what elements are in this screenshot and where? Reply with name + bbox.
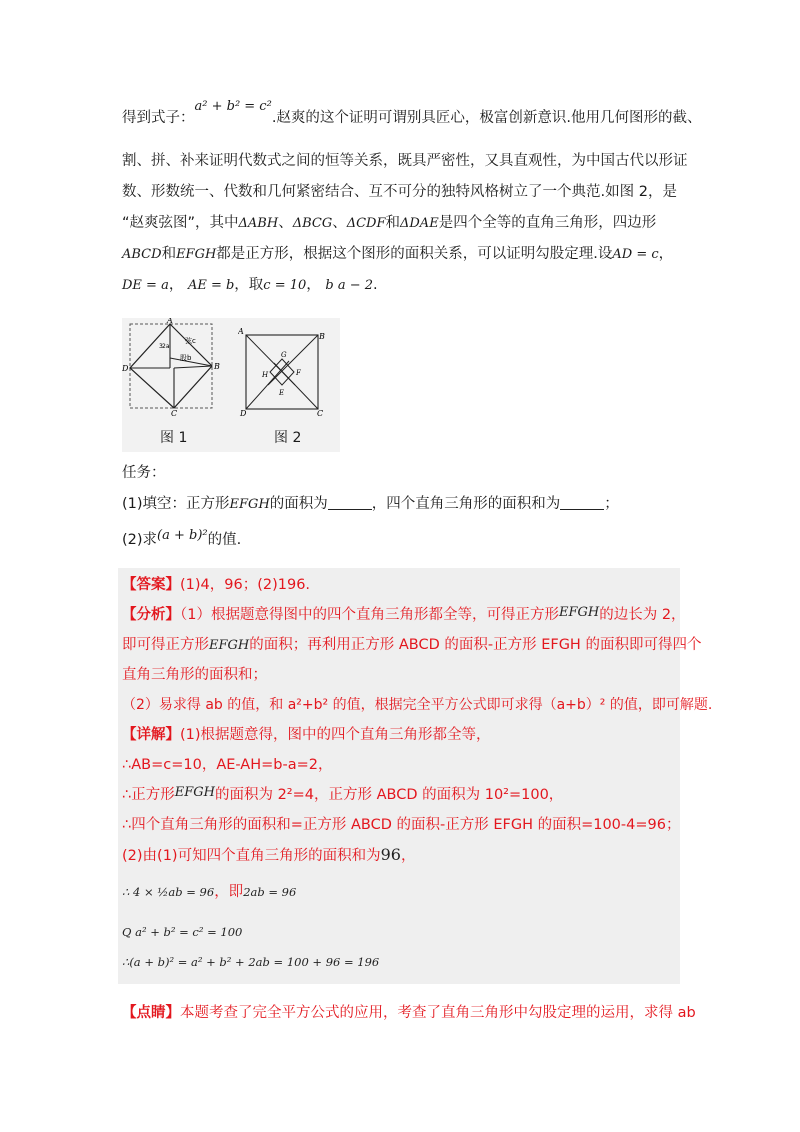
text: 即可得正方形 (122, 637, 209, 653)
label-leg-a: 2a (162, 343, 170, 350)
text: 是四个全等的直角三角形，四边形 (438, 215, 657, 231)
text: 和 (385, 215, 400, 231)
answer-tag: 【答案】 (122, 577, 180, 593)
detail-tag: 【详解】 (122, 727, 180, 743)
text: ， (400, 848, 416, 864)
label-d: D (240, 409, 247, 417)
equation-line-3 (122, 952, 379, 972)
formula: (a + b)² (157, 528, 208, 543)
formula: ∴ 4 × ½ab = 96 (122, 885, 215, 899)
figure-2-caption: 图 2 (274, 430, 302, 446)
text: .赵爽的这个证明可谓别具匠心，极富创新意识.他用几何图形的截、 (271, 110, 702, 126)
triangle-cdf: ΔCDF (346, 216, 386, 231)
formula: 2ab = 96 (243, 885, 297, 899)
text: ， (168, 277, 184, 293)
text: 得到式子： (122, 110, 195, 126)
text: ∴正方形 (122, 787, 175, 803)
text: ， (306, 277, 321, 293)
formula: c = 10 (263, 278, 307, 293)
label-b: B (214, 362, 220, 371)
formula: a² + b² = c² (194, 99, 272, 114)
square-efgh: EFGH (174, 785, 215, 800)
text: 的边长为 2， (599, 607, 686, 623)
label-d: D (122, 364, 129, 373)
figure-1-caption: 图 1 (160, 430, 188, 446)
label-hyp: 弦c (185, 337, 196, 345)
task-title: 任务： (122, 465, 166, 481)
analysis-tag: 【分析】 (122, 607, 180, 623)
text: ，即 (214, 884, 244, 900)
text: 的面积为 2²=4，正方形 ABCD 的面积为 10²=100， (214, 787, 564, 803)
label-h: H (262, 371, 269, 379)
text: 和 (161, 246, 177, 262)
detail-line-1 (122, 725, 491, 745)
text: 本题考查了完全平方公式的应用，考查了直角三角形中勾股定理的运用，求得 ab (180, 1005, 696, 1021)
label-c: C (171, 409, 178, 418)
text: 的面积为 (269, 496, 328, 512)
label-e: E (279, 389, 285, 397)
formula: AD = c (612, 247, 659, 262)
formula: b a − 2 (325, 278, 374, 293)
text: （1）根据题意得图中的四个直角三角形都全等，可得正方形 (180, 607, 559, 623)
formula: 96 (380, 845, 401, 864)
label-a: A (167, 318, 173, 325)
formula: AE = b (187, 278, 235, 293)
detail-line-4: ∴四个直角三角形的面积和=正方形 ABCD 的面积-正方形 EFGH 的面积=100-4=96； (122, 817, 681, 833)
triangle-dae: ΔDAE (400, 216, 439, 231)
comment-tag: 【点睛】 (122, 1005, 180, 1021)
formula: DE = a (122, 278, 169, 293)
answer-text: (1)4，96；(2)196. (180, 577, 311, 593)
detail-line-5 (122, 845, 415, 866)
label-c: C (317, 409, 324, 417)
formula: Q a² + b² = c² = 100 (122, 925, 243, 939)
intro-line-6 (122, 275, 378, 296)
intro-line-2: 割、拼、补来证明代数式之间的恒等关系，既具严密性，又具直观性，为中国古代以形证 (122, 153, 688, 169)
text: ； (604, 496, 619, 512)
task-question-1 (122, 494, 619, 515)
label-g: G (281, 351, 287, 359)
triangle-abh: ΔABH (238, 216, 279, 231)
label-leg-b: 股b (180, 354, 192, 362)
text: (2)求 (122, 532, 158, 548)
text: “赵爽弦图”，其中 (122, 215, 239, 231)
text: (2)由(1)可知四个直角三角形的面积和为 (122, 848, 381, 864)
detail-line-2: ∴AB=c=10，AE-AH=b-a=2， (122, 757, 333, 773)
answer-blank-1[interactable] (328, 495, 372, 510)
text: . (373, 277, 378, 293)
intro-line-3: 数、形数统一、代数和几何紧密结合、互不可分的独特风格树立了一个典范.如图 2，是 (122, 184, 677, 200)
answer-line (122, 575, 310, 595)
formula: ∴(a + b)² = a² + b² + 2ab = 100 + 96 = 196 (122, 955, 380, 969)
square-efgh: EFGH (176, 247, 217, 262)
equation-line-1 (122, 882, 296, 902)
text: ，取 (234, 277, 264, 293)
analysis-line-4: （2）易求得 ab 的值，和 a²+b² 的值，根据完全平方公式即可求得（a+b）² 的值，即可解题. (122, 697, 713, 713)
text: 、 (278, 215, 293, 231)
text: (1)根据题意得，图中的四个直角三角形都全等， (180, 727, 491, 743)
task-question-2 (122, 530, 241, 551)
detail-line-3 (122, 785, 563, 806)
text: ，四个直角三角形的面积和为 (371, 496, 561, 512)
text: 都是正方形，根据这个图形的面积关系，可以证明勾股定理.设 (216, 246, 613, 262)
analysis-line-3: 直角三角形的面积和； (122, 667, 267, 683)
square-efgh: EFGH (209, 638, 250, 653)
analysis-line-1 (122, 605, 686, 626)
label-a: A (238, 327, 244, 336)
square-abcd: ABCD (122, 247, 162, 262)
equation-line-2 (122, 922, 242, 942)
label-num: 3 (159, 343, 163, 350)
text: 的值. (207, 532, 242, 548)
figure-2-diagram (238, 325, 338, 417)
figure-1-diagram (122, 318, 222, 424)
intro-line-1 (122, 99, 702, 129)
label-b: B (319, 332, 325, 341)
comment-line (122, 1003, 696, 1023)
text: 、 (332, 215, 347, 231)
analysis-line-2 (122, 635, 701, 656)
intro-line-4 (122, 213, 656, 234)
intro-line-5 (122, 244, 673, 265)
label-f: F (296, 369, 301, 377)
square-efgh: EFGH (229, 497, 270, 512)
triangle-bcg: ΔBCG (292, 216, 333, 231)
text: (1)填空：正方形 (122, 496, 230, 512)
text: 的面积；再利用正方形 ABCD 的面积-正方形 EFGH 的面积即可得四个 (249, 637, 702, 653)
square-efgh: EFGH (558, 605, 600, 620)
answer-blank-2[interactable] (560, 495, 604, 510)
text: ， (658, 246, 674, 262)
